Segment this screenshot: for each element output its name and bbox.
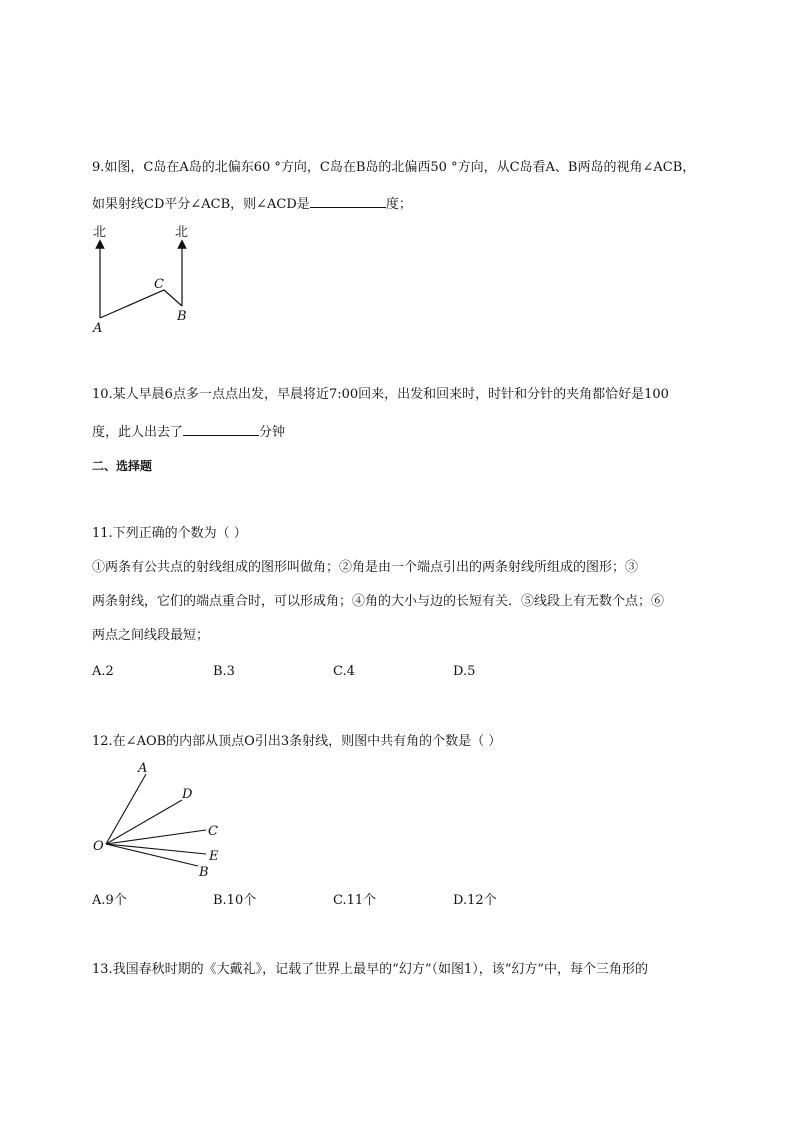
q12-figure — [88, 756, 228, 881]
q10-answer-blank — [183, 422, 259, 436]
q11-option-d: D.5 — [453, 664, 476, 679]
q11-option-b: B.3 — [213, 664, 235, 679]
q13-line1: 13.我国春秋时期的《大戴礼》，记载了世界上最早的“幻方”（如图1），该“幻方”中，每个三角形的 — [92, 962, 649, 977]
q9-figure — [88, 222, 208, 337]
q12-ray-oc — [106, 830, 206, 844]
q9-line2-text: 如果射线CD平分∠ACB，则∠ACD是 — [92, 197, 310, 212]
q12-label-c: C — [208, 824, 218, 839]
q12-ray-ob — [106, 844, 198, 866]
q12-label-o: O — [93, 839, 104, 854]
q12-label-d: D — [182, 787, 193, 802]
q12-stem: 12.在∠AOB的内部从顶点O引出3条射线，则图中共有角的个数是（ ） — [92, 734, 502, 749]
q9-label-b: B — [177, 309, 187, 324]
q12-ray-oe — [106, 844, 206, 854]
q10-line1: 10.某人早晨6点多一点点出发，早晨将近7:00回来，出发和回来时，时针和分针的夹角都恰好是100 — [92, 387, 669, 402]
section-title: 二、选择题 — [92, 459, 153, 473]
q11-option-a: A.2 — [92, 664, 114, 679]
q10-line2-suffix: 分钟 — [259, 425, 286, 440]
q12-ray-oa — [106, 774, 146, 844]
q12-option-a: A.9个 — [92, 893, 127, 908]
q9-label-c: C — [154, 277, 164, 292]
q10-line2-text: 度，此人出去了 — [92, 425, 184, 440]
q11-stem: 11.下列正确的个数为（ ） — [92, 526, 247, 541]
q12-label-b: B — [199, 865, 209, 880]
q9-answer-blank — [310, 194, 386, 208]
q12-label-a: A — [138, 761, 148, 776]
q12-ray-od — [106, 800, 182, 844]
q9-label-a: A — [93, 321, 103, 336]
q12-option-c: C.11个 — [333, 893, 377, 908]
q9-line2-suffix: 度； — [385, 197, 412, 212]
q9-label-north2: 北 — [175, 225, 189, 240]
q12-option-b: B.10个 — [213, 893, 257, 908]
q9-line1: 9.如图，C岛在A岛的北偏东60 °方向，C岛在B岛的北偏西50 °方向，从C岛看A、B两岛的视角∠ACB， — [92, 160, 696, 175]
q11-line2: 两条射线，它们的端点重合时，可以形成角；④角的大小与边的长短有关．⑤线段上有无数个点；⑥ — [92, 594, 665, 609]
q11-line3: 两点之间线段最短； — [92, 628, 210, 643]
q10-line2 — [92, 422, 285, 441]
q9-line2 — [92, 194, 412, 213]
q11-line1: ①两条有公共点的射线组成的图形叫做角；②角是由一个端点引出的两条射线所组成的图形；③ — [92, 560, 639, 575]
q12-option-d: D.12个 — [453, 893, 497, 908]
q12-label-e: E — [209, 849, 219, 864]
q11-option-c: C.4 — [333, 664, 355, 679]
q9-label-north1: 北 — [93, 225, 107, 240]
q9-path-acb — [100, 290, 182, 318]
